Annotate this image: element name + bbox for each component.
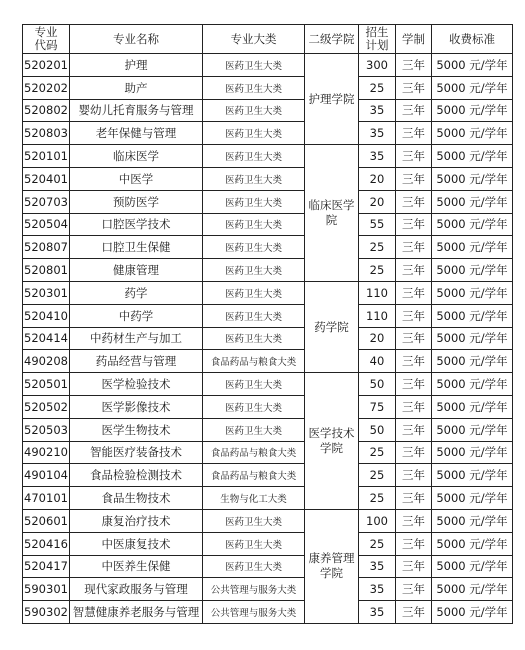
major-name-cell: 中药材生产与加工 bbox=[70, 327, 203, 350]
major-name-cell: 中医学 bbox=[70, 167, 203, 190]
major-code-cell: 520416 bbox=[23, 532, 70, 555]
major-code-cell: 520414 bbox=[23, 327, 70, 350]
major-code-cell: 520801 bbox=[23, 259, 70, 282]
duration-cell: 三年 bbox=[396, 304, 432, 327]
table-row bbox=[23, 145, 513, 168]
major-name-cell: 中医康复技术 bbox=[70, 532, 203, 555]
fee-cell: 5000 元/学年 bbox=[432, 373, 513, 396]
quota-cell: 50 bbox=[359, 373, 396, 396]
fee-cell: 5000 元/学年 bbox=[432, 578, 513, 601]
table-row bbox=[23, 167, 513, 190]
major-name-cell: 医学影像技术 bbox=[70, 395, 203, 418]
header-fee: 收费标准 bbox=[432, 25, 513, 54]
major-category-cell: 医药卫生大类 bbox=[203, 190, 305, 213]
quota-cell: 35 bbox=[359, 578, 396, 601]
major-name-cell: 健康管理 bbox=[70, 259, 203, 282]
table-row bbox=[23, 373, 513, 396]
duration-cell: 三年 bbox=[396, 167, 432, 190]
quota-cell: 35 bbox=[359, 145, 396, 168]
table-row bbox=[23, 99, 513, 122]
major-category-cell: 医药卫生大类 bbox=[203, 327, 305, 350]
table-row bbox=[23, 327, 513, 350]
major-code-cell: 520202 bbox=[23, 76, 70, 99]
fee-cell: 5000 元/学年 bbox=[432, 122, 513, 145]
duration-cell: 三年 bbox=[396, 418, 432, 441]
quota-cell: 110 bbox=[359, 304, 396, 327]
duration-cell: 三年 bbox=[396, 259, 432, 282]
table-row bbox=[23, 441, 513, 464]
major-category-cell: 医药卫生大类 bbox=[203, 395, 305, 418]
major-category-cell: 医药卫生大类 bbox=[203, 213, 305, 236]
major-name-cell: 中医养生保健 bbox=[70, 555, 203, 578]
table-row bbox=[23, 578, 513, 601]
header-duration: 学制 bbox=[396, 25, 432, 54]
header-name: 专业名称 bbox=[70, 25, 203, 54]
major-category-cell: 医药卫生大类 bbox=[203, 167, 305, 190]
quota-cell: 40 bbox=[359, 350, 396, 373]
table-row bbox=[23, 555, 513, 578]
major-category-cell: 医药卫生大类 bbox=[203, 532, 305, 555]
major-name-cell: 药学 bbox=[70, 281, 203, 304]
table-body bbox=[23, 54, 513, 624]
quota-cell: 35 bbox=[359, 99, 396, 122]
major-code-cell: 520101 bbox=[23, 145, 70, 168]
major-category-cell: 食品药品与粮食大类 bbox=[203, 441, 305, 464]
major-category-cell: 医药卫生大类 bbox=[203, 555, 305, 578]
quota-cell: 25 bbox=[359, 236, 396, 259]
college-cell: 康养管理 学院 bbox=[305, 509, 359, 623]
major-name-cell: 现代家政服务与管理 bbox=[70, 578, 203, 601]
major-code-cell: 520504 bbox=[23, 213, 70, 236]
fee-cell: 5000 元/学年 bbox=[432, 487, 513, 510]
major-code-cell: 520803 bbox=[23, 122, 70, 145]
major-name-cell: 食品检验检测技术 bbox=[70, 464, 203, 487]
major-name-cell: 助产 bbox=[70, 76, 203, 99]
fee-cell: 5000 元/学年 bbox=[432, 464, 513, 487]
duration-cell: 三年 bbox=[396, 464, 432, 487]
major-category-cell: 医药卫生大类 bbox=[203, 304, 305, 327]
college-cell: 护理学院 bbox=[305, 54, 359, 145]
major-name-cell: 预防医学 bbox=[70, 190, 203, 213]
fee-cell: 5000 元/学年 bbox=[432, 509, 513, 532]
major-code-cell: 490208 bbox=[23, 350, 70, 373]
quota-cell: 25 bbox=[359, 441, 396, 464]
duration-cell: 三年 bbox=[396, 601, 432, 624]
major-category-cell: 医药卫生大类 bbox=[203, 509, 305, 532]
major-category-cell: 医药卫生大类 bbox=[203, 418, 305, 441]
table-row bbox=[23, 122, 513, 145]
major-name-cell: 口腔卫生保健 bbox=[70, 236, 203, 259]
fee-cell: 5000 元/学年 bbox=[432, 555, 513, 578]
fee-cell: 5000 元/学年 bbox=[432, 145, 513, 168]
duration-cell: 三年 bbox=[396, 578, 432, 601]
table-row bbox=[23, 304, 513, 327]
major-code-cell: 520601 bbox=[23, 509, 70, 532]
duration-cell: 三年 bbox=[396, 327, 432, 350]
quota-cell: 35 bbox=[359, 601, 396, 624]
major-name-cell: 婴幼儿托育服务与管理 bbox=[70, 99, 203, 122]
duration-cell: 三年 bbox=[396, 281, 432, 304]
major-code-cell: 520201 bbox=[23, 54, 70, 77]
duration-cell: 三年 bbox=[396, 509, 432, 532]
duration-cell: 三年 bbox=[396, 190, 432, 213]
fee-cell: 5000 元/学年 bbox=[432, 395, 513, 418]
major-code-cell: 520703 bbox=[23, 190, 70, 213]
major-code-cell: 520501 bbox=[23, 373, 70, 396]
duration-cell: 三年 bbox=[396, 54, 432, 77]
table-row bbox=[23, 190, 513, 213]
college-cell: 临床医学 院 bbox=[305, 145, 359, 282]
major-category-cell: 医药卫生大类 bbox=[203, 145, 305, 168]
duration-cell: 三年 bbox=[396, 555, 432, 578]
table-row bbox=[23, 464, 513, 487]
major-name-cell: 临床医学 bbox=[70, 145, 203, 168]
header-code: 专业 代码 bbox=[23, 25, 70, 54]
major-category-cell: 医药卫生大类 bbox=[203, 281, 305, 304]
major-code-cell: 520807 bbox=[23, 236, 70, 259]
quota-cell: 25 bbox=[359, 259, 396, 282]
table-row bbox=[23, 236, 513, 259]
fee-cell: 5000 元/学年 bbox=[432, 418, 513, 441]
major-name-cell: 智慧健康养老服务与管理 bbox=[70, 601, 203, 624]
major-name-cell: 老年保健与管理 bbox=[70, 122, 203, 145]
table-row bbox=[23, 54, 513, 77]
table-row bbox=[23, 532, 513, 555]
duration-cell: 三年 bbox=[396, 441, 432, 464]
duration-cell: 三年 bbox=[396, 350, 432, 373]
enrollment-table bbox=[22, 24, 513, 624]
table-row bbox=[23, 601, 513, 624]
fee-cell: 5000 元/学年 bbox=[432, 259, 513, 282]
major-category-cell: 医药卫生大类 bbox=[203, 76, 305, 99]
major-code-cell: 590301 bbox=[23, 578, 70, 601]
major-category-cell: 食品药品与粮食大类 bbox=[203, 350, 305, 373]
quota-cell: 20 bbox=[359, 167, 396, 190]
fee-cell: 5000 元/学年 bbox=[432, 54, 513, 77]
major-code-cell: 520401 bbox=[23, 167, 70, 190]
table-row bbox=[23, 259, 513, 282]
duration-cell: 三年 bbox=[396, 76, 432, 99]
header-quota: 招生 计划 bbox=[359, 25, 396, 54]
quota-cell: 75 bbox=[359, 395, 396, 418]
fee-cell: 5000 元/学年 bbox=[432, 236, 513, 259]
fee-cell: 5000 元/学年 bbox=[432, 304, 513, 327]
major-category-cell: 医药卫生大类 bbox=[203, 54, 305, 77]
major-name-cell: 医学生物技术 bbox=[70, 418, 203, 441]
table-row bbox=[23, 281, 513, 304]
major-name-cell: 食品生物技术 bbox=[70, 487, 203, 510]
fee-cell: 5000 元/学年 bbox=[432, 327, 513, 350]
duration-cell: 三年 bbox=[396, 99, 432, 122]
quota-cell: 25 bbox=[359, 487, 396, 510]
duration-cell: 三年 bbox=[396, 373, 432, 396]
table-row bbox=[23, 418, 513, 441]
major-category-cell: 公共管理与服务大类 bbox=[203, 601, 305, 624]
table-header-row bbox=[23, 25, 513, 54]
quota-cell: 100 bbox=[359, 509, 396, 532]
fee-cell: 5000 元/学年 bbox=[432, 213, 513, 236]
major-category-cell: 医药卫生大类 bbox=[203, 99, 305, 122]
quota-cell: 55 bbox=[359, 213, 396, 236]
major-code-cell: 490104 bbox=[23, 464, 70, 487]
duration-cell: 三年 bbox=[396, 236, 432, 259]
fee-cell: 5000 元/学年 bbox=[432, 167, 513, 190]
major-name-cell: 护理 bbox=[70, 54, 203, 77]
major-category-cell: 医药卫生大类 bbox=[203, 236, 305, 259]
duration-cell: 三年 bbox=[396, 395, 432, 418]
fee-cell: 5000 元/学年 bbox=[432, 190, 513, 213]
fee-cell: 5000 元/学年 bbox=[432, 76, 513, 99]
fee-cell: 5000 元/学年 bbox=[432, 601, 513, 624]
major-code-cell: 520301 bbox=[23, 281, 70, 304]
major-name-cell: 康复治疗技术 bbox=[70, 509, 203, 532]
duration-cell: 三年 bbox=[396, 213, 432, 236]
major-code-cell: 470101 bbox=[23, 487, 70, 510]
major-category-cell: 医药卫生大类 bbox=[203, 373, 305, 396]
duration-cell: 三年 bbox=[396, 145, 432, 168]
major-category-cell: 食品药品与粮食大类 bbox=[203, 464, 305, 487]
header-college: 二级学院 bbox=[305, 25, 359, 54]
major-name-cell: 口腔医学技术 bbox=[70, 213, 203, 236]
fee-cell: 5000 元/学年 bbox=[432, 281, 513, 304]
fee-cell: 5000 元/学年 bbox=[432, 532, 513, 555]
major-category-cell: 公共管理与服务大类 bbox=[203, 578, 305, 601]
major-category-cell: 医药卫生大类 bbox=[203, 122, 305, 145]
college-cell: 药学院 bbox=[305, 281, 359, 372]
major-name-cell: 医学检验技术 bbox=[70, 373, 203, 396]
table-row bbox=[23, 509, 513, 532]
quota-cell: 20 bbox=[359, 327, 396, 350]
major-code-cell: 490210 bbox=[23, 441, 70, 464]
table-row bbox=[23, 487, 513, 510]
major-code-cell: 520802 bbox=[23, 99, 70, 122]
header-category: 专业大类 bbox=[203, 25, 305, 54]
major-name-cell: 智能医疗装备技术 bbox=[70, 441, 203, 464]
quota-cell: 35 bbox=[359, 122, 396, 145]
major-code-cell: 520417 bbox=[23, 555, 70, 578]
table-row bbox=[23, 350, 513, 373]
major-category-cell: 生物与化工大类 bbox=[203, 487, 305, 510]
quota-cell: 300 bbox=[359, 54, 396, 77]
quota-cell: 20 bbox=[359, 190, 396, 213]
major-category-cell: 医药卫生大类 bbox=[203, 259, 305, 282]
quota-cell: 35 bbox=[359, 555, 396, 578]
table-row bbox=[23, 76, 513, 99]
quota-cell: 50 bbox=[359, 418, 396, 441]
fee-cell: 5000 元/学年 bbox=[432, 99, 513, 122]
major-code-cell: 590302 bbox=[23, 601, 70, 624]
duration-cell: 三年 bbox=[396, 532, 432, 555]
duration-cell: 三年 bbox=[396, 487, 432, 510]
college-cell: 医学技术 学院 bbox=[305, 373, 359, 510]
fee-cell: 5000 元/学年 bbox=[432, 350, 513, 373]
fee-cell: 5000 元/学年 bbox=[432, 441, 513, 464]
table-row bbox=[23, 395, 513, 418]
quota-cell: 25 bbox=[359, 464, 396, 487]
quota-cell: 110 bbox=[359, 281, 396, 304]
quota-cell: 25 bbox=[359, 532, 396, 555]
major-name-cell: 药品经营与管理 bbox=[70, 350, 203, 373]
major-code-cell: 520410 bbox=[23, 304, 70, 327]
major-code-cell: 520502 bbox=[23, 395, 70, 418]
duration-cell: 三年 bbox=[396, 122, 432, 145]
quota-cell: 25 bbox=[359, 76, 396, 99]
table-row bbox=[23, 213, 513, 236]
major-name-cell: 中药学 bbox=[70, 304, 203, 327]
major-code-cell: 520503 bbox=[23, 418, 70, 441]
